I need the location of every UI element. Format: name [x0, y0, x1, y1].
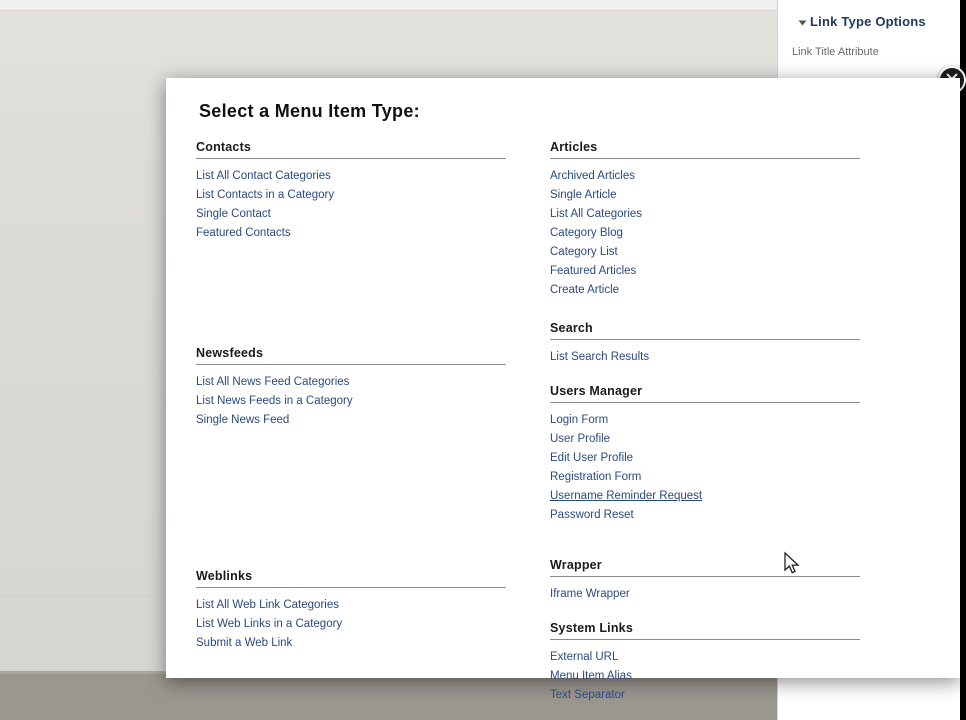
- group-title-wrapper: Wrapper: [550, 558, 860, 577]
- menu-item-link-username-reminder-request[interactable]: Username Reminder Request: [550, 490, 703, 502]
- group-title-articles: Articles: [550, 140, 860, 159]
- menu-item-link[interactable]: List All News Feed Categories: [196, 376, 350, 388]
- spacer: [196, 429, 506, 569]
- list-item: [196, 595, 506, 614]
- menu-item-link[interactable]: List Search Results: [550, 351, 650, 363]
- list-item: [550, 685, 860, 704]
- menu-item-link[interactable]: Featured Contacts: [196, 227, 291, 239]
- menu-item-link[interactable]: List Contacts in a Category: [196, 189, 335, 201]
- group-title-weblinks: Weblinks: [196, 569, 506, 588]
- list-item: [196, 185, 506, 204]
- group-contacts: [196, 140, 506, 242]
- left-column: [196, 140, 506, 704]
- background-topbar: [0, 0, 780, 11]
- list-item: [550, 647, 860, 666]
- menu-item-link[interactable]: Single Article: [550, 189, 617, 201]
- menu-item-link[interactable]: List Web Links in a Category: [196, 618, 343, 630]
- link-title-attribute-label: Link Title Attribute: [792, 46, 879, 58]
- list-item: [550, 280, 860, 299]
- menu-item-link[interactable]: Submit a Web Link: [196, 637, 293, 649]
- group-items-contacts: [196, 166, 506, 242]
- group-title-users-manager: Users Manager: [550, 384, 860, 403]
- menu-item-link[interactable]: List All Categories: [550, 208, 643, 220]
- group-items-newsfeeds: [196, 372, 506, 429]
- menu-item-link[interactable]: Registration Form: [550, 471, 642, 483]
- menu-item-link[interactable]: Iframe Wrapper: [550, 588, 630, 600]
- list-item: [550, 584, 860, 603]
- list-item: [196, 410, 506, 429]
- group-items-weblinks: [196, 595, 506, 652]
- menu-item-link[interactable]: Category List: [550, 246, 618, 258]
- page-title: Select a Menu Item Type:: [199, 101, 420, 121]
- menu-item-link[interactable]: Create Article: [550, 284, 620, 296]
- chevron-down-icon: [799, 20, 807, 25]
- menu-item-link[interactable]: Edit User Profile: [550, 452, 634, 464]
- link-type-options-header[interactable]: [800, 14, 960, 29]
- right-column: [550, 140, 860, 704]
- list-item: [550, 666, 860, 685]
- list-item: [550, 486, 860, 505]
- group-users-manager: [550, 384, 860, 524]
- group-weblinks: [196, 569, 506, 652]
- group-title-system-links: System Links: [550, 621, 860, 640]
- list-item: [550, 166, 860, 185]
- list-item: [196, 166, 506, 185]
- menu-item-link[interactable]: Archived Articles: [550, 170, 636, 182]
- spacer: [550, 299, 860, 321]
- list-item: [550, 261, 860, 280]
- group-search: [550, 321, 860, 366]
- menu-item-link[interactable]: List All Contact Categories: [196, 170, 331, 182]
- list-item: [196, 614, 506, 633]
- group-wrapper: [550, 558, 860, 603]
- group-items-wrapper: [550, 584, 860, 603]
- list-item: [550, 429, 860, 448]
- menu-item-link[interactable]: Single News Feed: [196, 414, 290, 426]
- list-item: [550, 410, 860, 429]
- group-articles: [550, 140, 860, 299]
- menu-item-type-columns: [196, 140, 926, 704]
- list-item: [550, 223, 860, 242]
- menu-item-link[interactable]: Single Contact: [196, 208, 271, 220]
- list-item: [550, 448, 860, 467]
- list-item: [550, 347, 860, 366]
- group-items-system-links: [550, 647, 860, 704]
- menu-item-link[interactable]: List All Web Link Categories: [196, 599, 339, 611]
- menu-item-link[interactable]: Category Blog: [550, 227, 623, 239]
- link-type-options-title: Link Type Options: [810, 14, 926, 29]
- menu-item-link[interactable]: External URL: [550, 651, 619, 663]
- group-items-search: [550, 347, 860, 366]
- list-item: [550, 505, 860, 524]
- list-item: [196, 633, 506, 652]
- menu-item-link[interactable]: Password Reset: [550, 509, 634, 521]
- group-system-links: [550, 621, 860, 704]
- menu-item-link[interactable]: Text Separator: [550, 689, 625, 701]
- group-title-newsfeeds: Newsfeeds: [196, 346, 506, 365]
- menu-item-link[interactable]: Menu Item Alias: [550, 670, 632, 682]
- list-item: [196, 391, 506, 410]
- menu-item-link[interactable]: Featured Articles: [550, 265, 637, 277]
- spacer: [550, 524, 860, 558]
- list-item: [550, 242, 860, 261]
- group-newsfeeds: [196, 346, 506, 429]
- menu-item-link[interactable]: Login Form: [550, 414, 609, 426]
- group-items-articles: [550, 166, 860, 299]
- menu-item-link[interactable]: List News Feeds in a Category: [196, 395, 353, 407]
- spacer: [196, 242, 506, 346]
- list-item: [550, 185, 860, 204]
- group-items-users-manager: [550, 410, 860, 524]
- spacer: [550, 603, 860, 621]
- group-title-search: Search: [550, 321, 860, 340]
- group-title-contacts: Contacts: [196, 140, 506, 159]
- list-item: [550, 467, 860, 486]
- list-item: [550, 204, 860, 223]
- list-item: [196, 204, 506, 223]
- spacer: [550, 366, 860, 384]
- menu-item-link[interactable]: User Profile: [550, 433, 611, 445]
- menu-item-type-modal: [166, 78, 960, 701]
- list-item: [196, 223, 506, 242]
- list-item: [196, 372, 506, 391]
